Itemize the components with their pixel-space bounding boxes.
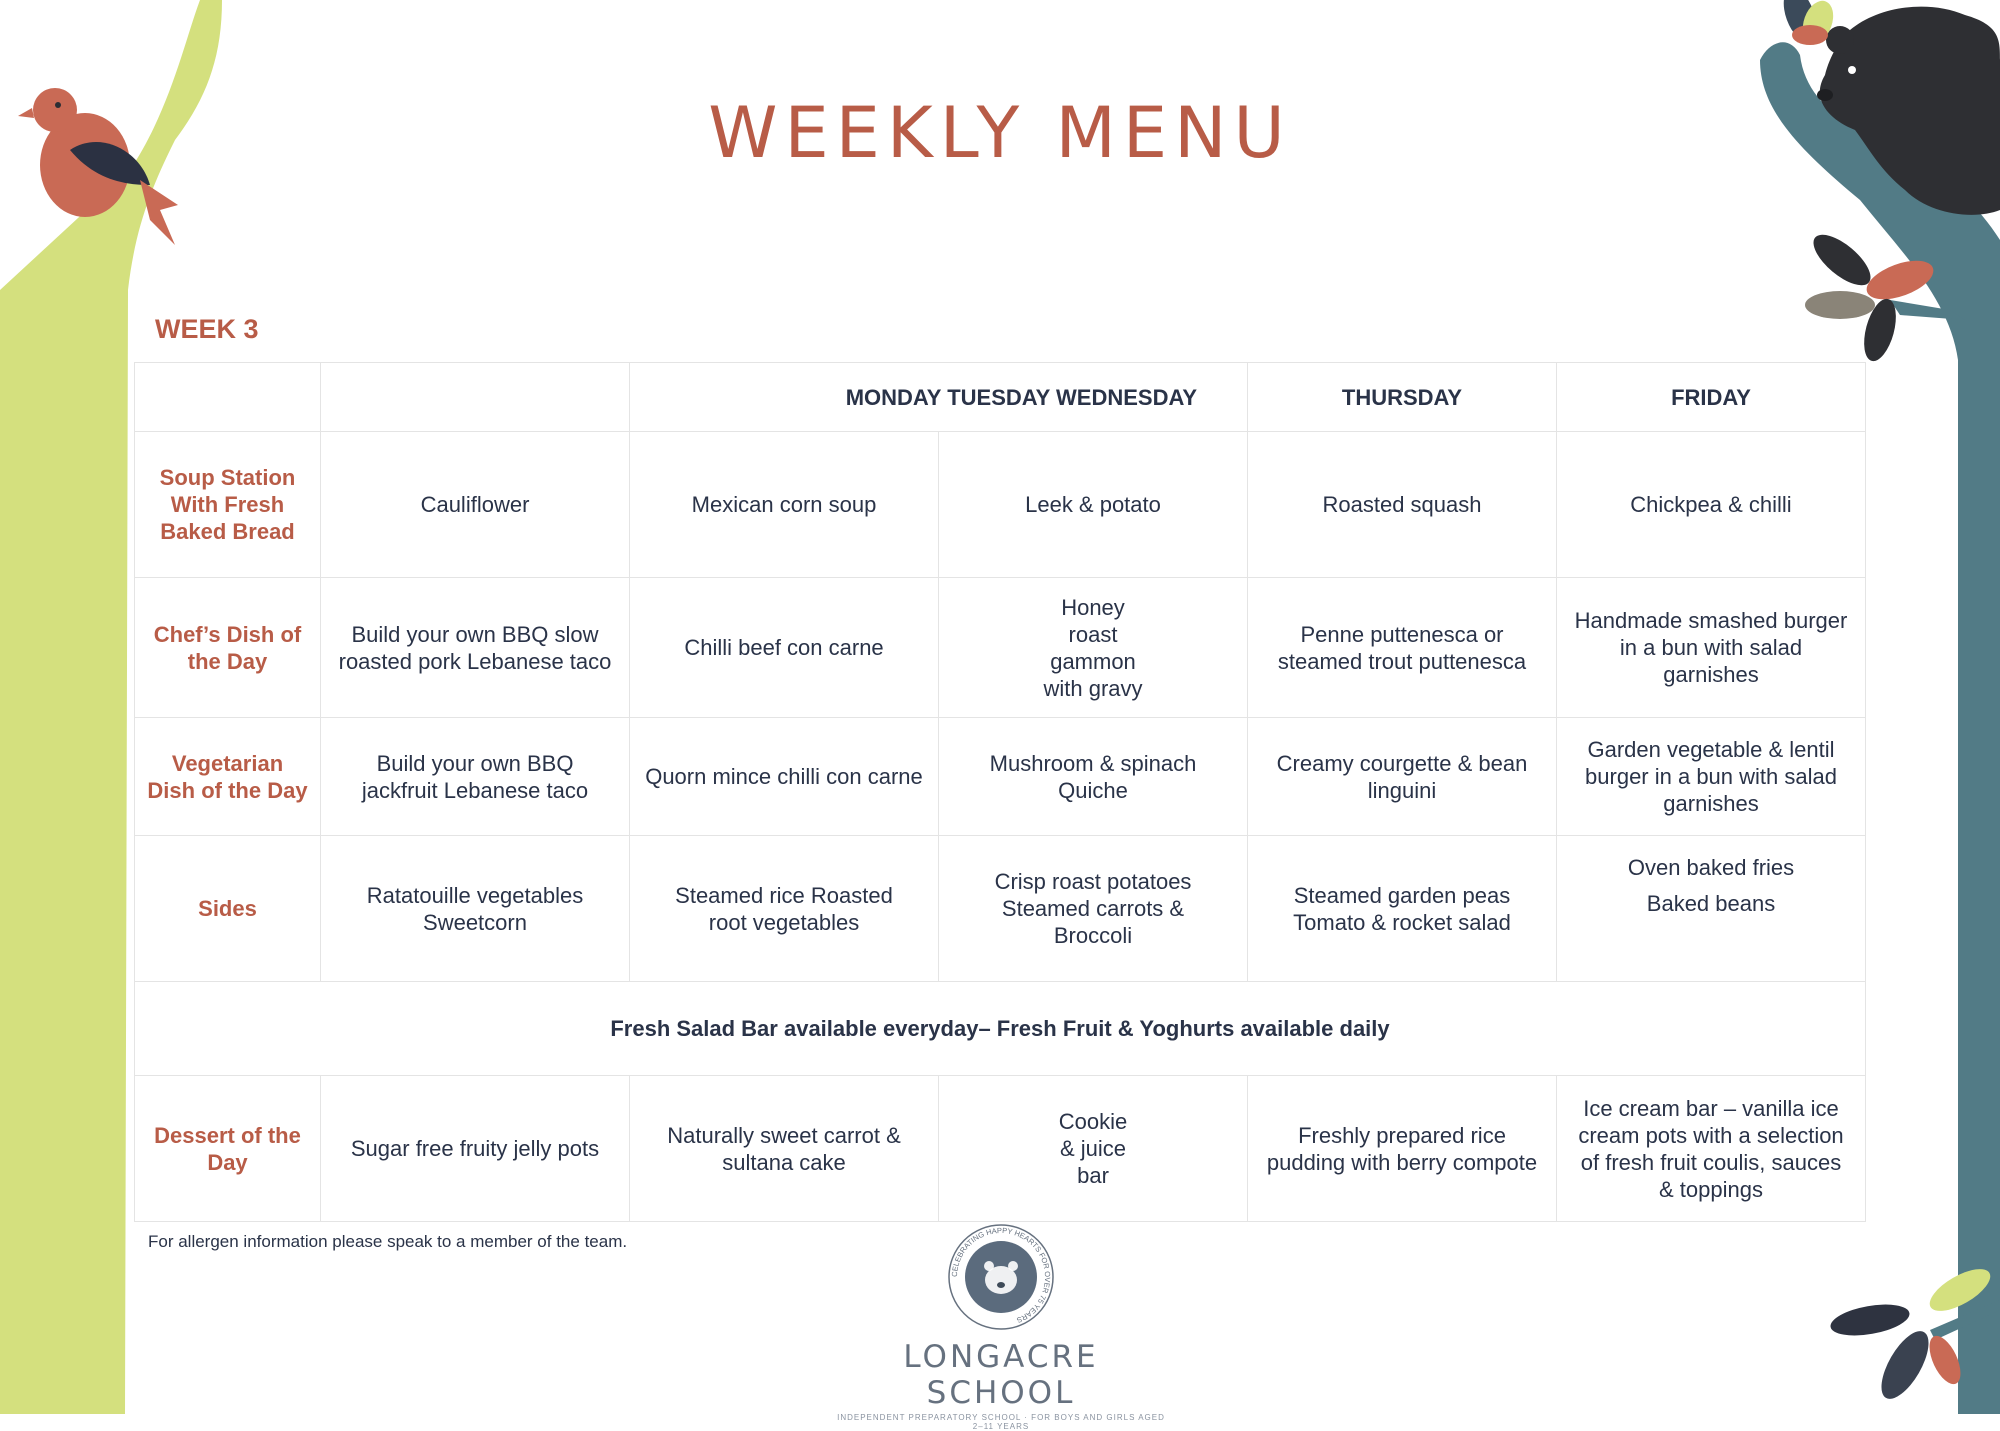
row-label-dessert: Dessert of the Day bbox=[135, 1076, 321, 1222]
row-label-chefs-dish: Chef’s Dish of the Day bbox=[135, 578, 321, 718]
school-name: LONGACRE SCHOOL bbox=[903, 1339, 1099, 1411]
page-title: WEEKLY MENU bbox=[708, 92, 1292, 174]
table-cell: Chickpea & chilli bbox=[1557, 432, 1866, 578]
row-label-vegetarian: Vegetarian Dish of the Day bbox=[135, 718, 321, 836]
table-cell: Leek & potato bbox=[939, 432, 1248, 578]
menu-table bbox=[134, 362, 1866, 1222]
table-cell: Steamed rice Roasted root vegetables bbox=[630, 836, 939, 982]
table-cell: Cookie & juice bar bbox=[939, 1076, 1248, 1222]
table-cell: Build your own BBQ slow roasted pork Lebanese taco bbox=[321, 578, 630, 718]
table-cell: Chilli beef con carne bbox=[630, 578, 939, 718]
table-cell: Quorn mince chilli con carne bbox=[630, 718, 939, 836]
header-friday: FRIDAY bbox=[1557, 363, 1866, 432]
salad-bar-banner: Fresh Salad Bar available everyday– Fresh Fruit & Yoghurts available daily bbox=[135, 982, 1866, 1076]
table-row-sides bbox=[135, 836, 1866, 982]
table-cell: Creamy courgette & bean linguini bbox=[1248, 718, 1557, 836]
table-cell: Penne puttenesca or steamed trout puttenesca bbox=[1248, 578, 1557, 718]
table-row-vegetarian bbox=[135, 718, 1866, 836]
school-tagline: INDEPENDENT PREPARATORY SCHOOL · FOR BOYS AND GIRLS AGED 2–11 YEARS bbox=[837, 1413, 1165, 1431]
table-cell: Freshly prepared rice pudding with berry compote bbox=[1248, 1076, 1557, 1222]
table-cell: Roasted squash bbox=[1248, 432, 1557, 578]
table-cell: Ice cream bar – vanilla ice cream pots with a selection of fresh fruit coulis, sauces & toppings bbox=[1557, 1076, 1866, 1222]
table-cell: Mexican corn soup bbox=[630, 432, 939, 578]
header-empty-cell bbox=[135, 363, 321, 432]
row-label-sides: Sides bbox=[135, 836, 321, 982]
table-cell: Cauliflower bbox=[321, 432, 630, 578]
bear-crest-icon bbox=[946, 1222, 1056, 1332]
header-thursday: THURSDAY bbox=[1248, 363, 1557, 432]
table-cell: Honey roast gammon with gravy bbox=[939, 578, 1248, 718]
school-logo bbox=[836, 1222, 1166, 1431]
table-row-chefs-dish bbox=[135, 578, 1866, 718]
week-label: WEEK 3 bbox=[155, 314, 259, 344]
table-row-banner bbox=[135, 982, 1866, 1076]
row-label-soup: Soup Station With Fresh Baked Bread bbox=[135, 432, 321, 578]
table-cell: Naturally sweet carrot & sultana cake bbox=[630, 1076, 939, 1222]
table-row-soup bbox=[135, 432, 1866, 578]
table-cell: Handmade smashed burger in a bun with salad garnishes bbox=[1557, 578, 1866, 718]
table-cell: Build your own BBQ jackfruit Lebanese taco bbox=[321, 718, 630, 836]
allergen-footnote: For allergen information please speak to a member of the team. bbox=[148, 1232, 628, 1251]
header-empty-cell bbox=[321, 363, 630, 432]
table-cell: Sugar free fruity jelly pots bbox=[321, 1076, 630, 1222]
table-cell: Crisp roast potatoes Steamed carrots & Broccoli bbox=[939, 836, 1248, 982]
table-cell: Ratatouille vegetables Sweetcorn bbox=[321, 836, 630, 982]
header-mon-tue-wed: MONDAY TUESDAY WEDNESDAY bbox=[630, 363, 1248, 432]
table-cell: Steamed garden peas Tomato & rocket salad bbox=[1248, 836, 1557, 982]
table-cell: Garden vegetable & lentil burger in a bun with salad garnishes bbox=[1557, 718, 1866, 836]
table-header-row bbox=[135, 363, 1866, 432]
table-cell: Oven baked fries Baked beans bbox=[1557, 836, 1866, 982]
table-row-dessert bbox=[135, 1076, 1866, 1222]
logo-ring-text: CELEBRATING HAPPY HEARTS FOR OVER 75 YEARS bbox=[949, 1225, 1053, 1325]
table-cell: Mushroom & spinach Quiche bbox=[939, 718, 1248, 836]
